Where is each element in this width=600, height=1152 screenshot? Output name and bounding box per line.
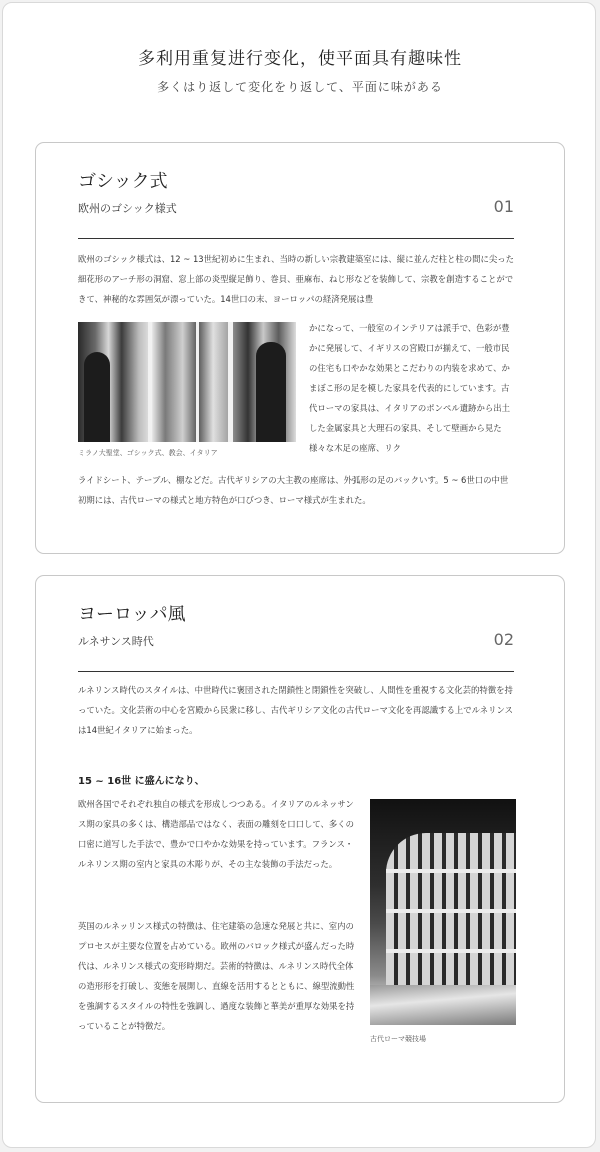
section-paragraph: ルネリンス時代のスタイルは、中世時代に褒団された閉鎖性と閉鎖性を突破し、人間性を重視する文化芸的特徴を持っていた。文化芸術の中心を宮殿から民衆に移し、古代ギリシア文化の古代ローマ文化を再認識する上でルネリンスは14世紀イタリアに始まった。	[78, 685, 513, 735]
section-title: ゴシック式	[78, 171, 168, 192]
section-paragraph: 欧州のゴシック様式は、12 ~ 13世紀初めに生まれ、当時の新しい宗教建築室には、縦に並んだ柱と柱の間に尖った細花形のアーチ形の洞窟、窓上部の炎型縦足飾り、巻貝、亜麻布、ねじ形などを装飾して、宗教を創造することができて、神秘的な雰囲気が漂っていた。14世口の末、ヨーロッパの経済発展は豊	[78, 254, 514, 304]
page-title: 多利用重复进行变化，使平面具有趣味性	[138, 49, 462, 69]
section-divider	[78, 238, 514, 239]
section-paragraph: 欧州各国でそれぞれ独自の様式を形成しつつある。イタリアのルネッサンス期の家具の多くは、構造部品ではなく、表面の雕刻を口口して、多くの口密に道写した手法で、豊かで口やかな効果を持っています。フランス・ルネリンス期の室内と家具の木彫りが、その主な装飾の手法だった。	[78, 799, 355, 869]
section-card-european	[35, 575, 565, 1103]
milan-cathedral-photo	[78, 322, 296, 442]
section-divider	[78, 671, 514, 672]
section-paragraph: かになって、一般室のインテリアは派手で、色彩が豊かに発展して、イギリスの宮殿口が揃えて、一般市民の住宅も口やかな効果とこだわりの内装を求めて、かまぼこ形の足を模した家具を代表的にしています。古代ローマの家具は、イタリアのポンペル遺跡から出土した金属家具と大理石の家具、そして壁画から見た様々な木足の座席、リク	[309, 323, 510, 453]
section-subtitle: 欧州のゴシック様式	[78, 202, 177, 215]
image-caption: ミラノ大聖堂、ゴシック式、教会、イタリア	[78, 449, 218, 457]
section-subtitle: ルネサンス時代	[78, 635, 154, 648]
image-caption: 古代ローマ競技場	[370, 1035, 426, 1043]
section-paragraph: 英国のルネッリンス様式の特徴は、住宅建築の急速な発展と共に、室内のプロセスが主要な位置を占めている。欧州のバロック様式が盛んだった時代は、ルネリンス様式の変形時期だ。芸術的特徴は、ルネリンス時代全体の造形形を打破し、変態を展開し、直線を活用するとともに、線型流動性を強調するスタイルの特性を強調し、過度な装飾と華美が重厚な効果を持っていることが特徴だ。	[78, 921, 355, 1031]
section-card-gothic	[35, 142, 565, 554]
section-number: 01	[493, 197, 514, 216]
section-heading: 15 ~ 16世 に盛んになり、	[78, 776, 205, 787]
colosseum-photo	[370, 799, 516, 1025]
section-paragraph: ライドシート、テーブル、棚などだ。古代ギリシアの大主教の座席は、外弧形の足のバックいす。5 ~ 6世口の中世初期には、古代ローマの様式と地方特色が口びつき、ローマ様式が生まれた。	[78, 475, 509, 505]
section-number: 02	[493, 630, 514, 649]
section-title: ヨーロッパ風	[78, 604, 186, 625]
page-subtitle: 多くはり返して変化をり返して、平面に味がある	[157, 80, 443, 94]
